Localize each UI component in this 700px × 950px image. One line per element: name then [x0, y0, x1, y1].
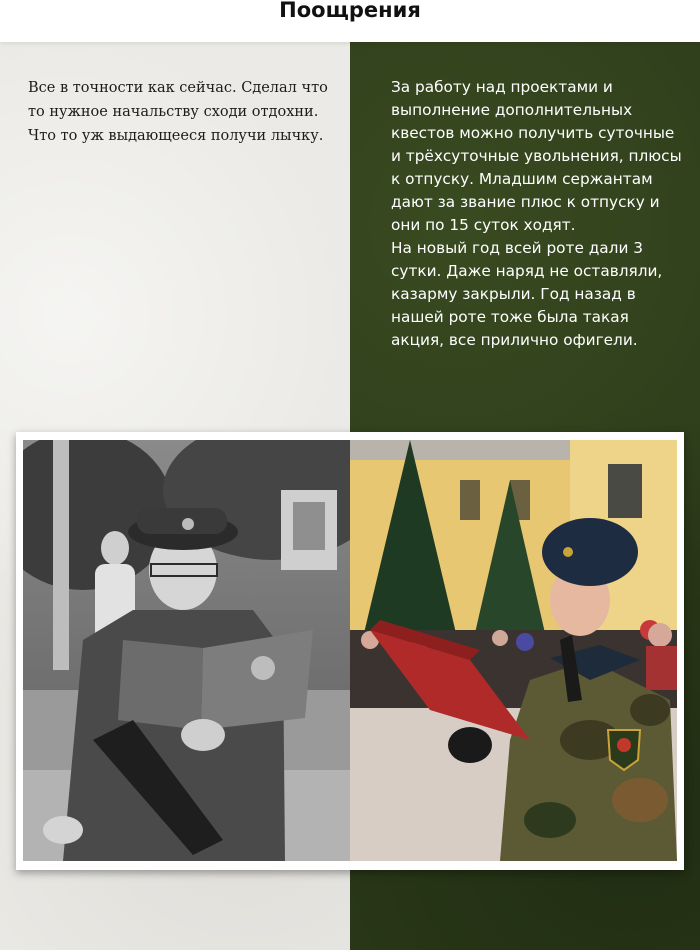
page-header — [0, 0, 700, 42]
photo-black-white-soldier — [23, 440, 350, 861]
left-paragraph: Все в точности как сейчас. Сделал что то нужное начальству сходи отдохни. Что то уж выдающееся получи лычку. — [28, 80, 328, 144]
page-title: Поощрения — [279, 0, 421, 22]
photo-collage — [16, 432, 684, 870]
right-paragraph: За работу над проектами и выполнение дополнительных квестов можно получить суточные и трёхсуточные увольнения, плюсы к отпуску. Младшим сержантам дают за звание плюс к отпуску и они по 15 суток ходят. На новый год всей роте дали 3 сутки. Даже наряд не оставляли, казарму закрыли. Год назад в нашей роте тоже была такая акция, все прилично офигели. — [391, 78, 682, 349]
photo-color-soldier — [350, 440, 677, 861]
